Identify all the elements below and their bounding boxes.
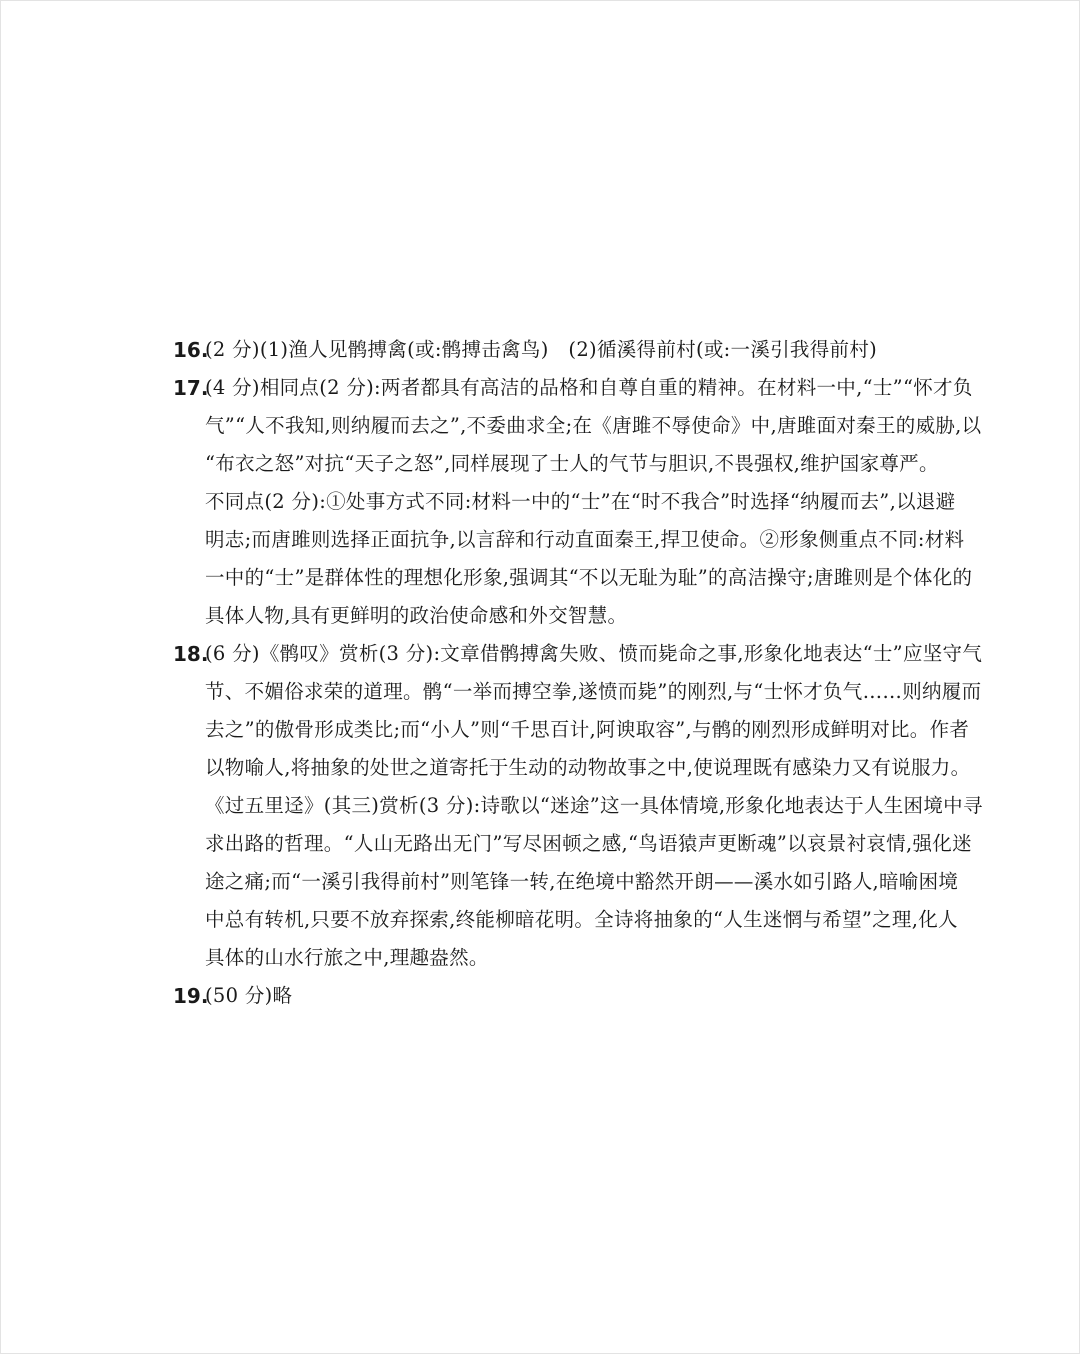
question-number: 16.: [173, 338, 209, 362]
answer-line: 中总有转机,只要不放弃探索,终能柳暗花明。全诗将抽象的“人生迷惘与希望”之理,化人: [205, 908, 958, 931]
answer-line: 气”“人不我知,则纳履而去之”,不委曲求全;在《唐雎不辱使命》中,唐雎面对秦王的威胁,以: [205, 414, 982, 437]
answer-line: 节、不媚俗求荣的道理。鹘“一举而搏空拳,遂愤而毙”的刚烈,与“士怀才负气……则纳履而: [205, 680, 982, 703]
answer-line: (6 分)《鹘叹》赏析(3 分):文章借鹘搏禽失败、愤而毙命之事,形象化地表达“士”应坚守气: [205, 642, 983, 665]
question-16: [173, 331, 1053, 369]
question-number: 18.: [173, 642, 209, 666]
answer-line: 一中的“士”是群体性的理想化形象,强调其“不以无耻为耻”的高洁操守;唐雎则是个体化的: [205, 566, 973, 589]
question-19: [173, 977, 1053, 1015]
question-number: 19.: [173, 984, 209, 1008]
answer-line: (4 分)相同点(2 分):两者都具有高洁的品格和自尊自重的精神。在材料一中,“士”“怀才负: [205, 376, 973, 399]
answer-line: 去之”的傲骨形成类比;而“小人”则“千思百计,阿谀取容”,与鹘的刚烈形成鲜明对比。作者: [205, 718, 970, 741]
answer-line: (2 分)(1)渔人见鹘搏禽(或:鹘搏击禽鸟) (2)循溪得前村(或:一溪引我得前村): [205, 338, 878, 361]
question-number: 17.: [173, 376, 209, 400]
answer-line: (50 分)略: [205, 984, 293, 1007]
answer-line: 《过五里迳》(其三)赏析(3 分):诗歌以“迷途”这一具体情境,形象化地表达于人生困境中寻: [205, 794, 983, 817]
answer-line: 具体的山水行旅之中,理趣盎然。: [205, 946, 489, 969]
answer-line: “布衣之怒”对抗“天子之怒”,同样展现了士人的气节与胆识,不畏强权,维护国家尊严。: [205, 452, 939, 475]
answer-line: 以物喻人,将抽象的处世之道寄托于生动的动物故事之中,使说理既有感染力又有说服力。: [205, 756, 971, 779]
question-17: [173, 369, 1053, 635]
question-18: [173, 635, 1053, 977]
answer-line: 明志;而唐雎则选择正面抗争,以言辞和行动直面秦王,捍卫使命。②形象侧重点不同:材料: [205, 528, 965, 551]
answer-line: 求出路的哲理。“人山无路出无门”写尽困顿之感,“鸟语猿声更断魂”以哀景衬哀情,强化迷: [205, 832, 972, 855]
answer-content: [173, 331, 1053, 1015]
answer-line: 不同点(2 分):①处事方式不同:材料一中的“士”在“时不我合”时选择“纳履而去”,以退避: [205, 490, 956, 513]
answer-line: 途之痛;而“一溪引我得前村”则笔锋一转,在绝境中豁然开朗——溪水如引路人,暗喻困境: [205, 870, 959, 893]
answer-line: 具体人物,具有更鲜明的政治使命感和外交智慧。: [205, 604, 628, 627]
